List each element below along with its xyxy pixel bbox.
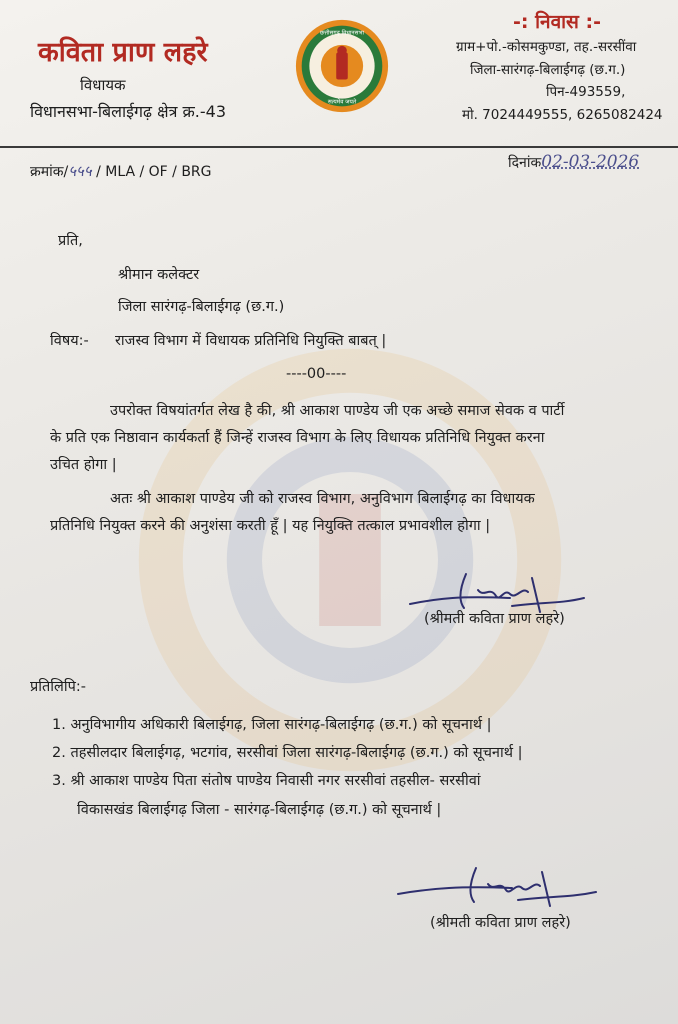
copy-item: 2. तहसीलदार बिलाईगढ़, भटगांव, सरसीवां जिला सारंगढ़-बिलाईगढ़ (छ.ग.) को सूचनार्थ |	[52, 745, 523, 761]
signature-2-scribble	[392, 864, 602, 914]
paragraph-2: अतः श्री आकाश पाण्डेय जी को राजस्व विभाग, अनुविभाग बिलाईगढ़ का विधायक प्रतिनिधि नियुक्त करने की अनुशंसा करती हूँ | यह नियुक्ति तत्काल प्रभावशील होगा |	[50, 491, 535, 534]
address-to: प्रति,	[58, 233, 83, 249]
constituency: विधानसभा-बिलाईगढ़ क्षेत्र क्र.-43	[30, 102, 227, 121]
recipient: श्रीमान कलेक्टर	[118, 267, 200, 283]
subject-label: विषय:-	[50, 333, 89, 349]
date-label: दिनांक	[508, 155, 542, 171]
signature-2-name: (श्रीमती कविता प्राण लहरे)	[430, 915, 571, 931]
reference-number	[30, 161, 212, 181]
letter-date	[508, 152, 639, 172]
seal-top-text: छत्तीसगढ़ विधानसभा	[319, 30, 365, 37]
paragraph-1: उपरोक्त विषयांतर्गत लेख है की, श्री आकाश पाण्डेय जी एक अच्छे समाज सेवक व पार्टी के प्रति एक निष्ठावान कार्यकर्ता हैं जिन्हें राजस्व विभाग के लिए विधायक प्रतिनिधि नियुक्त करना उचित होगा |	[50, 403, 565, 473]
header-divider	[0, 146, 678, 148]
reference-prefix: क्रमांक/	[30, 164, 69, 180]
subject-text: राजस्व विभाग में विधायक प्रतिनिधि नियुक्ति बाबत् |	[115, 333, 387, 349]
assembly-seal	[294, 18, 390, 114]
mla-name: कविता प्राण लहरे	[38, 37, 208, 68]
designation: विधायक	[80, 76, 126, 94]
date-handwritten: 02-03-2026	[541, 152, 640, 172]
residence-line: ग्राम+पो.-कोसमकुण्डा, तह.-सरसींवा	[456, 39, 637, 55]
reference-handwritten-number: ५५५	[68, 162, 92, 180]
signature-1-name: (श्रीमती कविता प्राण लहरे)	[424, 611, 565, 627]
copy-item: विकासखंड बिलाईगढ़ जिला - सारंगढ़-बिलाईगढ़ (छ.ग.) को सूचनार्थ |	[77, 802, 442, 818]
residence-line: जिला-सारंगढ़-बिलाईगढ़ (छ.ग.)	[470, 62, 626, 78]
copy-label: प्रतिलिपि:-	[30, 679, 86, 695]
copy-item: 3. श्री आकाश पाण्डेय पिता संतोष पाण्डेय निवासी नगर सरसीवां तहसील- सरसीवां	[52, 773, 481, 789]
residence-line: पिन-493559,	[546, 84, 626, 100]
recipient-location: जिला सारंगढ़-बिलाईगढ़ (छ.ग.)	[118, 299, 285, 315]
separator: ----00----	[286, 366, 347, 382]
copy-item: 1. अनुविभागीय अधिकारी बिलाईगढ़, जिला सारंगढ़-बिलाईगढ़ (छ.ग.) को सूचनार्थ |	[52, 717, 492, 733]
residence-title: -: निवास :-	[513, 11, 601, 33]
reference-suffix: / MLA / OF / BRG	[96, 164, 212, 180]
residence-line: मो. 7024449555, 6265082424	[462, 107, 663, 123]
seal-bottom-text: सत्यमेव जयते	[327, 99, 357, 106]
